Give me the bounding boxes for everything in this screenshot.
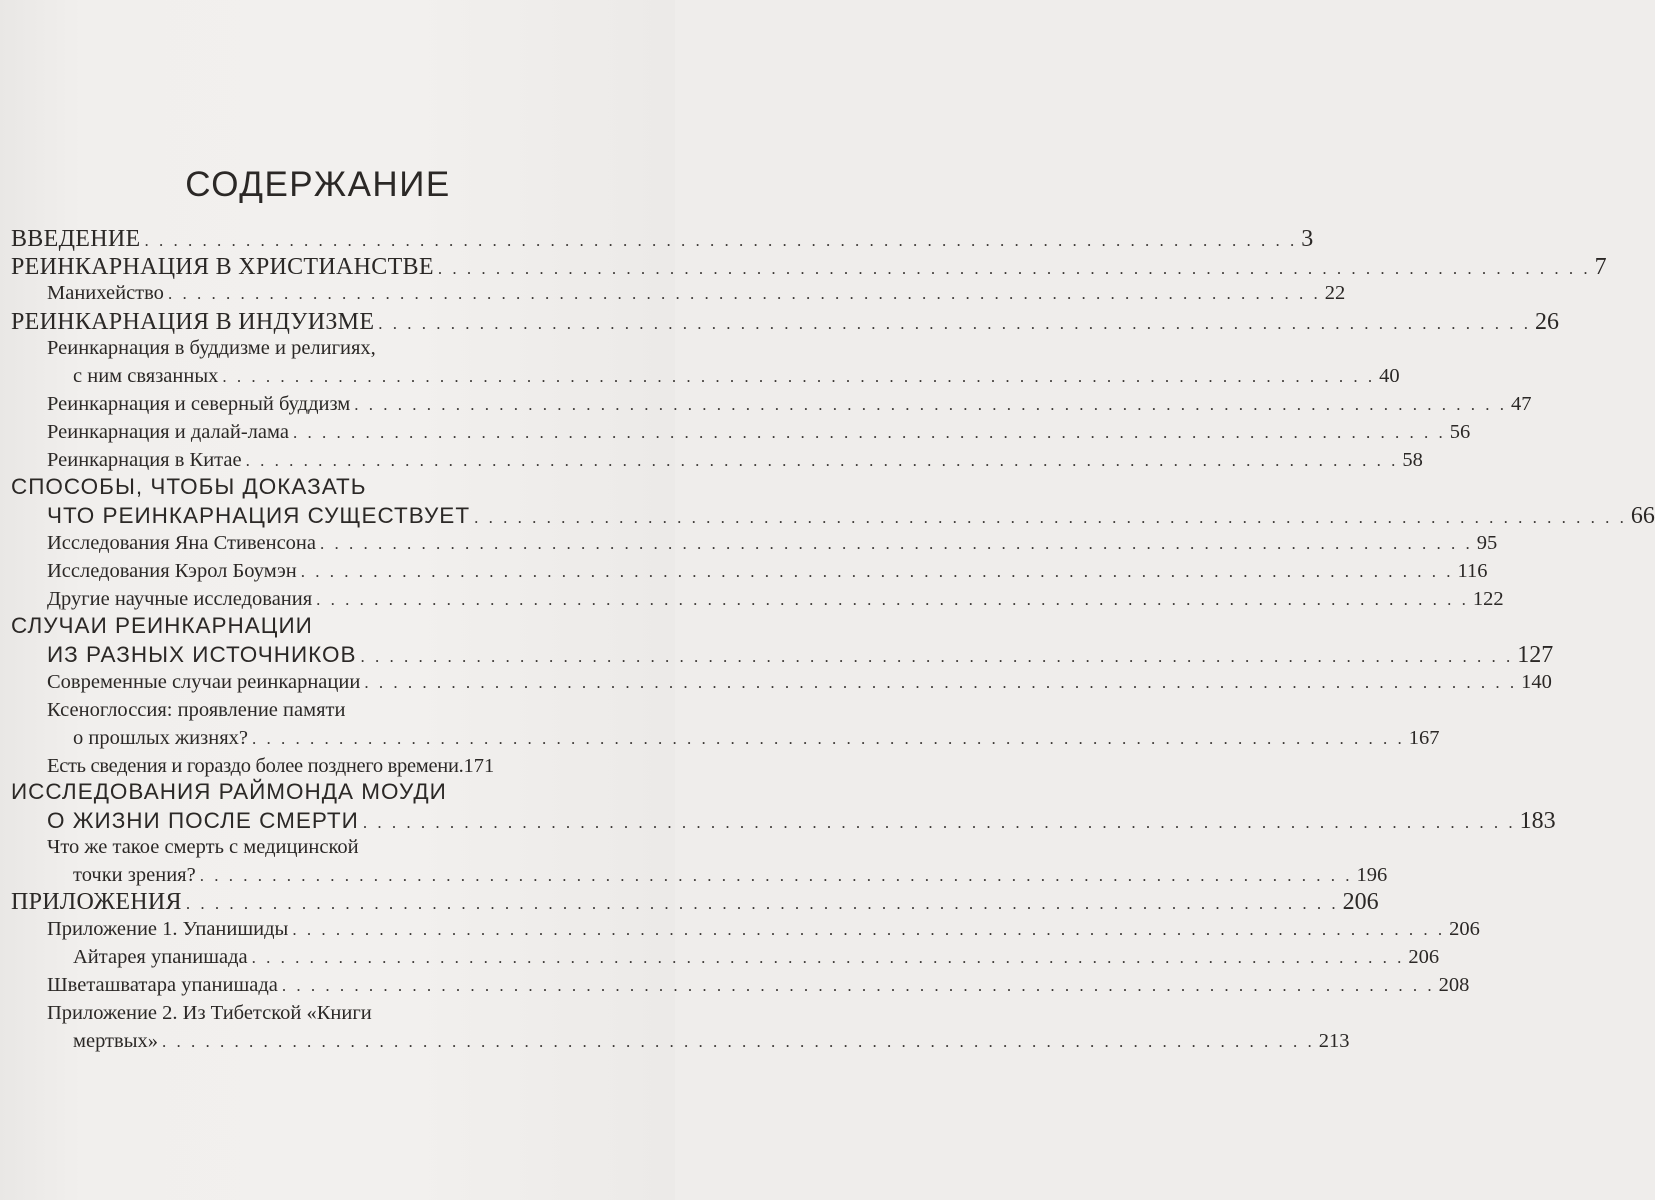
toc-entry-title: мертвых» [73, 1030, 158, 1052]
toc-entry [73, 1030, 1350, 1060]
toc-entry [11, 254, 1607, 284]
toc-page-number: 56 [1449, 421, 1471, 443]
toc-entry-first-line: Реинкарнация в буддизме и религиях, [47, 337, 376, 359]
toc-page-number: 171 [463, 755, 495, 777]
dot-leader: . . . . . . . . . . . . . . . . . . . . . . . . . . . . . . . . . . . . . . . . . . . . . . . . . . . . . . . . . . . . . . . . . . . . . . . . . . . . . . . . [437, 259, 1591, 278]
toc-entry [47, 560, 1488, 590]
toc-page-number: 167 [1408, 727, 1440, 749]
toc-page-number: 40 [1379, 365, 1400, 387]
toc-entry-title: точки зрения? [73, 864, 196, 886]
dot-leader: . . . . . . . . . . . . . . . . . . . . . . . . . . . . . . . . . . . . . . . . . . . . . . . . . . . . . . . . . . . . . . . . . . . . . . . . . . . . . . . . [364, 673, 1518, 692]
dot-leader: . . . . . . . . . . . . . . . . . . . . . . . . . . . . . . . . . . . . . . . . . . . . . . . . . . . . . . . . . . . . . . . . . . . . . . . . . . . . . . . . [185, 894, 1339, 913]
dot-leader: . . . . . . . . . . . . . . . . . . . . . . . . . . . . . . . . . . . . . . . . . . . . . . . . . . . . . . . . . . . . . . . . . . . . . . . . . . . . . . . . [354, 395, 1507, 414]
toc-entry [73, 365, 1400, 395]
toc-page-number: 26 [1535, 309, 1560, 335]
toc-entry-first-line: Приложение 2. Из Тибетской «Книги [47, 1002, 372, 1024]
toc-page-number: 95 [1476, 532, 1498, 554]
toc-entry-title: Айтарея упанишада [73, 946, 248, 968]
toc-entry-title: Современные случаи реинкарнации [47, 671, 361, 693]
toc-entry-title: Приложение 1. Упанишиды [47, 918, 289, 940]
toc-entry [11, 226, 1314, 256]
toc-entry-first-line: Что же такое смерть с медицинской [47, 836, 359, 858]
toc-entry [11, 309, 1560, 339]
dot-leader: . . . . . . . . . . . . . . . . . . . . . . . . . . . . . . . . . . . . . . . . . . . . . . . . . . . . . . . . . . . . . . . . . . . . . . . . . . . . . . . . [360, 647, 1514, 666]
toc-entry-title: с ним связанных [73, 365, 219, 387]
dot-leader: . . . . . . . . . . . . . . . . . . . . . . . . . . . . . . . . . . . . . . . . . . . . . . . . . . . . . . . . . . . . . . . . . . . . . . . . . . . . . . . . [300, 562, 1454, 581]
dot-leader: . . . . . . . . . . . . . . . . . . . . . . . . . . . . . . . . . . . . . . . . . . . . . . . . . . . . . . . . . . . . . . . . . . . . . . . . . . . . . . . . [251, 948, 1405, 967]
toc-page-number: 183 [1519, 808, 1556, 834]
toc-entry [47, 642, 1554, 672]
toc-entry-title: о прошлых жизнях? [73, 727, 248, 749]
toc-page-number: 116 [1457, 560, 1488, 582]
toc-entry [47, 532, 1498, 562]
dot-leader: . . . . . . . . . . . . . . . . . . . . . . . . . . . . . . . . . . . . . . . . . . . . . . . . . . . . . . . . . . . . . . . . . . . . . . . . . . . . . . . . [167, 284, 1321, 303]
toc-entry-title: Есть сведения и гораздо более позднего времени. [47, 755, 464, 777]
toc-page-number: 206 [1408, 946, 1440, 968]
toc-entry-first-line: СПОСОБЫ, ЧТОБЫ ДОКАЗАТЬ [11, 474, 367, 499]
toc-entry [47, 282, 1346, 312]
toc-entry-title: РЕИНКАРНАЦИЯ В ИНДУИЗМЕ [11, 309, 375, 335]
toc-entry-title: Реинкарнация и северный буддизм [47, 393, 351, 415]
toc-entry [47, 503, 1655, 533]
toc-entry-title: РЕИНКАРНАЦИЯ В ХРИСТИАНСТВЕ [11, 254, 434, 280]
toc-entry-title: Реинкарнация и далай-лама [47, 421, 289, 443]
dot-leader: . . . . . . . . . . . . . . . . . . . . . . . . . . . . . . . . . . . . . . . . . . . . . . . . . . . . . . . . . . . . . . . . . . . . . . . . . . . . . . . . [362, 813, 1516, 832]
toc-entry-first-line: Ксеноглоссия: проявление памяти [47, 699, 346, 721]
dot-leader: . . . . . . . . . . . . . . . . . . . . . . . . . . . . . . . . . . . . . . . . . . . . . . . . . . . . . . . . . . . . . . . . . . . . . . . . . . . . . . . . [378, 314, 1532, 333]
toc-entry-title: Шветашватара упанишада [47, 974, 278, 996]
dot-leader: . . . . . . . . . . . . . . . . . . . . . . . . . . . . . . . . . . . . . . . . . . . . . . . . . . . . . . . . . . . . . . . . . . . . . . . . . . . . . . . . [281, 976, 1435, 995]
toc-entry-title: ПРИЛОЖЕНИЯ [11, 889, 182, 915]
dot-leader: . . . . . . . . . . . . . . . . . . . . . . . . . . . . . . . . . . . . . . . . . . . . . . . . . . . . . . . . . . . . . . . . . . . . . . . . . . . . . . . . [316, 590, 1469, 609]
toc-entry-title: Реинкарнация в Китае [47, 449, 242, 471]
dot-leader: . . . . . . . . . . . . . . . . . . . . . . . . . . . . . . . . . . . . . . . . . . . . . . . . . . . . . . . . . . . . . . . . . . . . . . . . . . . . . . . . [245, 451, 1399, 470]
toc-entry-title: Исследования Яна Стивенсона [47, 532, 316, 554]
toc-page-number: 196 [1356, 864, 1388, 886]
dot-leader: . . . . . . . . . . . . . . . . . . . . . . . . . . . . . . . . . . . . . . . . . . . . . . . . . . . . . . . . . . . . . . . . . . . . . . . . . . . . . . . . [222, 367, 1376, 386]
dot-leader: . . . . . . . . . . . . . . . . . . . . . . . . . . . . . . . . . . . . . . . . . . . . . . . . . . . . . . . . . . . . . . . . . . . . . . . . . . . . . . . . [292, 920, 1446, 939]
dot-leader: . . . . . . . . . . . . . . . . . . . . . . . . . . . . . . . . . . . . . . . . . . . . . . . . . . . . . . . . . . . . . . . . . . . . . . . . . . . . . . . . [292, 423, 1446, 442]
dot-leader: . . . . . . . . . . . . . . . . . . . . . . . . . . . . . . . . . . . . . . . . . . . . . . . . . . . . . . . . . . . . . . . . . . . . . . . . . . . . . . . . [144, 231, 1298, 250]
toc-entry [47, 918, 1480, 948]
toc-page-number: 22 [1324, 282, 1346, 304]
toc-page-number: 213 [1318, 1030, 1350, 1052]
toc-entry [47, 974, 1470, 1004]
toc-page-number: 208 [1438, 974, 1470, 996]
toc-page-number: 7 [1594, 254, 1607, 280]
toc-page-number: 127 [1517, 642, 1554, 668]
toc-entry-title: Другие научные исследования [47, 588, 313, 610]
toc-page-number: 206 [1342, 889, 1379, 915]
toc-entry-title: ЧТО РЕИНКАРНАЦИЯ СУЩЕСТВУЕТ [47, 503, 471, 528]
toc-entry [47, 421, 1471, 451]
toc-entry [47, 393, 1532, 423]
toc-page-number: 122 [1472, 588, 1504, 610]
toc-entry [73, 946, 1440, 976]
toc-page-number: 58 [1402, 449, 1423, 471]
toc-entry [47, 671, 1552, 701]
toc-entry-title: Манихейство [47, 282, 164, 304]
toc-entry-title: Исследования Кэрол Боумэн [47, 560, 297, 582]
toc-entry-title: ИЗ РАЗНЫХ ИСТОЧНИКОВ [47, 642, 357, 667]
toc-entry-first-line: СЛУЧАИ РЕИНКАРНАЦИИ [11, 613, 313, 638]
toc-page-number: 140 [1521, 671, 1552, 693]
dot-leader: . . . . . . . . . . . . . . . . . . . . . . . . . . . . . . . . . . . . . . . . . . . . . . . . . . . . . . . . . . . . . . . . . . . . . . . . . . . . . . . . [161, 1032, 1315, 1051]
toc-title: СОДЕРЖАНИЕ [185, 165, 451, 204]
toc-entry [73, 727, 1440, 757]
toc-entry-title: О ЖИЗНИ ПОСЛЕ СМЕРТИ [47, 808, 359, 833]
toc-page-number: 47 [1511, 393, 1532, 415]
toc-entry [11, 889, 1379, 919]
toc-page-number: 206 [1449, 918, 1480, 940]
dot-leader: . . . . . . . . . . . . . . . . . . . . . . . . . . . . . . . . . . . . . . . . . . . . . . . . . . . . . . . . . . . . . . . . . . . . . . . . . . . . . . . . [320, 534, 1473, 553]
toc-page-number: 3 [1301, 226, 1314, 252]
dot-leader: . . . . . . . . . . . . . . . . . . . . . . . . . . . . . . . . . . . . . . . . . . . . . . . . . . . . . . . . . . . . . . . . . . . . . . . . . . . . . . . . [474, 508, 1627, 527]
dot-leader: . . . . . . . . . . . . . . . . . . . . . . . . . . . . . . . . . . . . . . . . . . . . . . . . . . . . . . . . . . . . . . . . . . . . . . . . . . . . . . . . [199, 866, 1353, 885]
toc-entry-title: ВВЕДЕНИЕ [11, 226, 141, 252]
toc-page-number: 66 [1630, 503, 1655, 529]
dot-leader: . . . . . . . . . . . . . . . . . . . . . . . . . . . . . . . . . . . . . . . . . . . . . . . . . . . . . . . . . . . . . . . . . . . . . . . . . . . . . . . . [252, 729, 1405, 748]
toc-entry [47, 808, 1556, 838]
toc-entry-first-line: ИССЛЕДОВАНИЯ РАЙМОНДА МОУДИ [11, 779, 447, 804]
